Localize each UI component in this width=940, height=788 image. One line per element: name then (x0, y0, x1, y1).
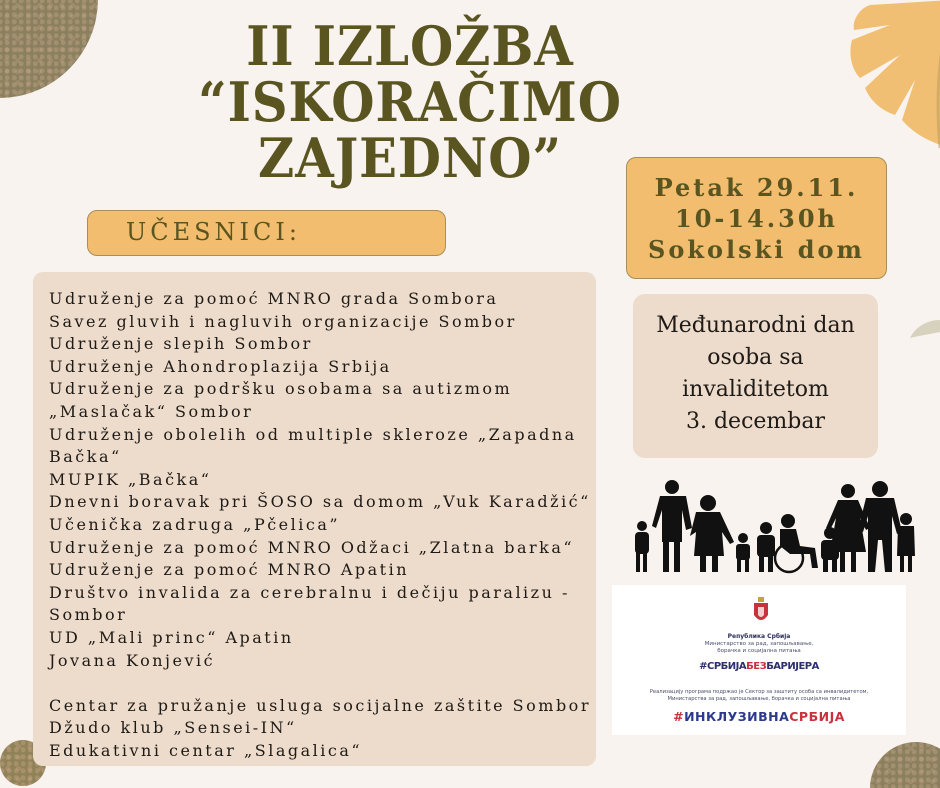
hashtag1-part-2: БЕЗ (746, 661, 767, 672)
event-day-date: Petak 29.11. (654, 173, 859, 202)
participant-item: Bačka“ (49, 447, 122, 467)
participant-item: Edukativni centar „Slagalica“ (49, 740, 363, 760)
serbian-coat-of-arms-icon (752, 597, 770, 625)
participant-item: Udruženje obolelih od multiple skleroze „Zapadna (49, 424, 577, 444)
observance-line-4: 3. decembar (685, 409, 825, 434)
event-venue: Sokolski dom (648, 235, 865, 264)
monstera-leaf-icon (840, 0, 940, 150)
observance-line-2: osoba sa (707, 345, 804, 370)
observance-line-1: Međunarodni dan (656, 313, 855, 338)
hashtag2-part-2: СРБИЈА (789, 709, 845, 724)
participant-item: Udruženje za pomoć MNRO grada Sombora (49, 289, 499, 308)
ministry-line-1: Министарство за рад, запошљавање, (704, 641, 814, 647)
hashtag1-part-1: #СРБИЈА (699, 661, 747, 672)
observance-line-3: invaliditetom (682, 377, 829, 402)
ministry-name (612, 641, 906, 655)
participant-item: MUPIK „Bačka“ (49, 469, 212, 489)
participant-item: Centar za pružanje usluga socijalne zaštite Sombor (49, 695, 591, 715)
exhibition-title (171, 14, 649, 190)
republic-of-serbia-label: Република Србија (727, 633, 791, 640)
event-details-box (626, 157, 887, 279)
list-spacer (49, 672, 596, 695)
participant-item: Sombor (49, 605, 128, 625)
participant-item: Udruženje Ahondroplazija Srbija (49, 356, 392, 376)
ministry-line-2: борачка и социјална питања (717, 648, 801, 654)
decorative-circle-bottom-right (870, 742, 940, 788)
support-line-2: Министарства за рад, запошљавање, борачка и социјална питања (667, 696, 851, 702)
support-line-1: Реализацију програма подржао је Сектор за заштиту особа са инвалидитетом, (649, 689, 869, 695)
participant-item: Udruženje slepih Sombor (49, 334, 313, 354)
government-logo-panel (612, 585, 906, 735)
hashtag2-hash: # (673, 709, 685, 724)
decorative-circle-top-left (0, 0, 98, 98)
participant-item: Jovana Konjević (49, 650, 216, 670)
international-day-box (633, 294, 878, 458)
hashtag2-part-1: ИНКЛУЗИВНА (684, 709, 790, 724)
title-line-2: “ISKORAČIMO (198, 70, 622, 134)
hashtag1-part-3: БАРИЈЕРА (766, 661, 819, 672)
participant-item: UD „Mali princ“ Apatin (49, 627, 294, 647)
participants-heading: UČESNICI: (87, 210, 446, 256)
hashtag-serbia-without-barriers (612, 661, 906, 672)
participant-item: Dnevni boravak pri ŠOSO sa domom „Vuk Karadžić“ (49, 492, 591, 512)
participant-item: Udruženje za pomoć MNRO Apatin (49, 560, 409, 580)
participant-item: Učenička zadruga „Pčelica” (49, 514, 341, 534)
hashtag-inclusive-serbia (612, 709, 906, 724)
participant-item: Udruženje za podršku osobama sa autizmom (49, 379, 513, 399)
title-line-3: ZAJEDNO” (258, 126, 562, 190)
participant-item: Savez gluvih i nagluvih organizacije Sombor (49, 311, 517, 331)
participant-item: Džudo klub „Sensei-IN“ (49, 718, 297, 738)
participant-item: Društvo invalida za cerebralnu i dečiju paralizu - (49, 582, 570, 602)
participant-item: Udruženje za pomoć MNRO Odžaci „Zlatna barka“ (49, 537, 575, 557)
people-silhouettes-icon (630, 476, 915, 576)
leaf-fragment-icon (908, 318, 940, 340)
support-statement (612, 689, 906, 703)
title-line-1: II IZLOŽBA (246, 14, 574, 78)
participants-list (33, 272, 596, 766)
event-time: 10-14.30h (675, 204, 838, 233)
participant-item: „Maslačak“ Sombor (49, 401, 254, 421)
